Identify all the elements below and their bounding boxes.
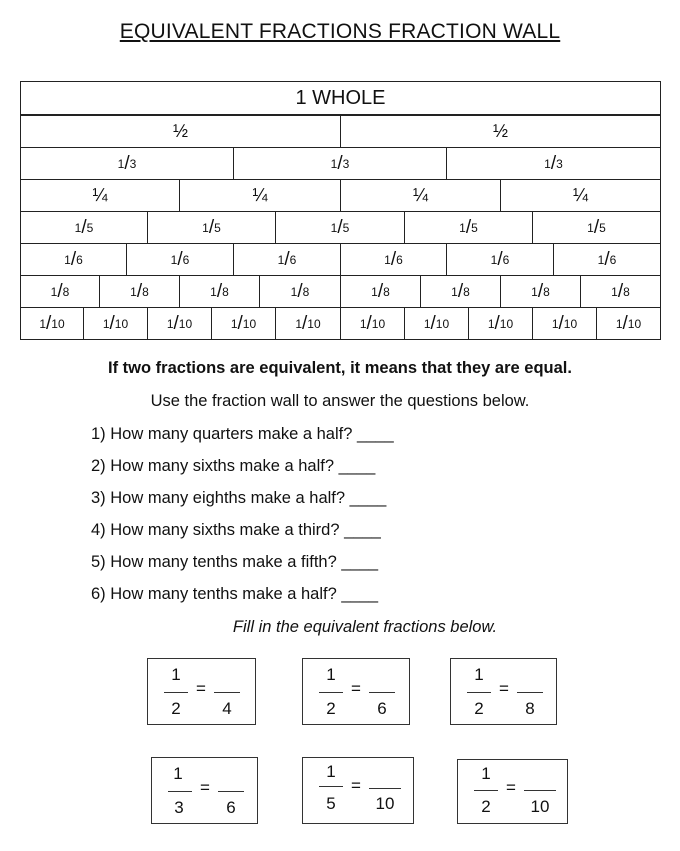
fraction-numerator: 1 xyxy=(615,316,623,331)
target-denominator: 4 xyxy=(222,699,232,718)
fraction-numerator: 1 xyxy=(490,252,498,267)
fraction-cell xyxy=(275,211,405,244)
fraction-numerator: 1 xyxy=(330,156,338,171)
fraction-slash: / xyxy=(177,248,183,270)
fraction-denominator: 5 xyxy=(599,220,606,235)
fraction-slash: / xyxy=(124,152,130,174)
fraction-cell xyxy=(147,307,212,340)
fraction-numerator: 1 xyxy=(451,284,458,299)
fraction-numerator: 1 xyxy=(170,252,178,267)
fraction-cell xyxy=(340,179,501,212)
fraction-slash: / xyxy=(216,280,223,302)
question-3: 3) How many eighths make a half? ____ xyxy=(91,489,387,507)
fraction-glyph: ¼ xyxy=(572,185,588,205)
fraction-cell xyxy=(20,243,127,276)
fraction-denominator: 8 xyxy=(623,284,630,299)
question-1: 1) How many quarters make a half? ____ xyxy=(91,425,394,443)
fraction-denominator: 8 xyxy=(543,284,550,299)
fraction-cell xyxy=(20,115,341,148)
numerator: 1 xyxy=(326,665,336,684)
fraction-slash: / xyxy=(237,312,243,334)
fraction-slash: / xyxy=(604,248,610,270)
fraction-numerator: 1 xyxy=(277,252,285,267)
target-denominator: 10 xyxy=(375,794,395,813)
fraction-denominator: 6 xyxy=(182,252,190,267)
answer-blank xyxy=(369,788,401,789)
fraction-slash: / xyxy=(558,312,564,334)
fraction-glyph: ¼ xyxy=(252,185,268,205)
fraction-cell xyxy=(20,307,84,340)
fraction-denominator: 3 xyxy=(556,156,563,171)
fraction-slash: / xyxy=(366,312,372,334)
fraction-slash: / xyxy=(622,312,628,334)
wall-row-3 xyxy=(20,148,661,181)
fraction-slash: / xyxy=(337,152,343,174)
fraction-denominator: 3 xyxy=(342,156,350,171)
numerator: 1 xyxy=(474,665,484,684)
fraction-numerator: 1 xyxy=(166,316,174,331)
equals-sign: = xyxy=(351,679,361,698)
answer-blank xyxy=(214,692,240,693)
numerator: 1 xyxy=(173,764,183,783)
fraction-denominator: 3 xyxy=(129,156,137,171)
fraction-bar xyxy=(168,791,192,792)
fraction-denominator: 10 xyxy=(435,316,450,331)
denominator: 3 xyxy=(174,798,184,817)
fraction-numerator: 1 xyxy=(330,220,338,235)
wall-row-10 xyxy=(20,308,661,341)
fraction-numerator: 1 xyxy=(487,316,495,331)
fraction-numerator: 1 xyxy=(202,220,209,235)
fraction-denominator: 6 xyxy=(609,252,617,267)
fraction-glyph: ¼ xyxy=(92,185,108,205)
equals-sign: = xyxy=(499,679,509,698)
fraction-cell xyxy=(340,243,447,276)
fraction-denominator: 8 xyxy=(142,284,149,299)
fraction-cell xyxy=(179,179,341,212)
answer-blank xyxy=(369,692,395,693)
fill-instruction: Fill in the equivalent fractions below. xyxy=(232,618,498,636)
fraction-numerator: 1 xyxy=(102,316,110,331)
question-4: 4) How many sixths make a third? ____ xyxy=(91,521,381,539)
fraction-cell xyxy=(340,275,421,308)
worksheet-title: EQUIVALENT FRACTIONS FRACTION WALL xyxy=(119,20,561,43)
fraction-denominator: 8 xyxy=(302,284,310,299)
question-2: 2) How many sixths make a half? ____ xyxy=(91,457,376,475)
fraction-numerator: 1 xyxy=(611,284,618,299)
equivalent-box-3 xyxy=(450,658,557,725)
fraction-denominator: 10 xyxy=(178,316,193,331)
denominator: 2 xyxy=(481,797,491,816)
fraction-slash: / xyxy=(537,280,544,302)
fraction-slash: / xyxy=(337,216,343,238)
fraction-denominator: 10 xyxy=(114,316,129,331)
fraction-bar xyxy=(319,692,343,693)
question-5: 5) How many tenths make a fifth? ____ xyxy=(91,553,379,571)
fraction-cell xyxy=(179,275,260,308)
fraction-cell xyxy=(404,211,533,244)
fraction-cell xyxy=(99,275,180,308)
equivalent-box-2 xyxy=(302,658,410,725)
fraction-glyph: ½ xyxy=(172,121,188,141)
answer-blank xyxy=(524,790,556,791)
question-6: 6) How many tenths make a half? ____ xyxy=(91,585,379,603)
fraction-numerator: 1 xyxy=(50,284,58,299)
fraction-glyph: ¼ xyxy=(412,185,428,205)
fraction-cell xyxy=(275,307,341,340)
fraction-slash: / xyxy=(494,312,500,334)
fraction-cell xyxy=(468,307,533,340)
fraction-slash: / xyxy=(457,280,464,302)
fraction-slash: / xyxy=(617,280,624,302)
denominator: 2 xyxy=(474,699,484,718)
fraction-slash: / xyxy=(430,312,436,334)
fraction-cell xyxy=(83,307,148,340)
fraction-cell xyxy=(233,147,447,180)
equals-sign: = xyxy=(196,679,206,698)
fraction-numerator: 1 xyxy=(230,316,238,331)
fraction-numerator: 1 xyxy=(551,316,559,331)
fraction-cell xyxy=(147,211,276,244)
fraction-cell xyxy=(553,243,661,276)
fraction-cell xyxy=(233,243,341,276)
fraction-cell xyxy=(500,275,581,308)
fraction-numerator: 1 xyxy=(39,316,47,331)
fraction-cell xyxy=(20,147,234,180)
target-denominator: 6 xyxy=(226,798,236,817)
fraction-slash: / xyxy=(593,216,600,238)
fraction-denominator: 10 xyxy=(307,316,321,331)
fraction-slash: / xyxy=(390,248,397,270)
fraction-denominator: 6 xyxy=(289,252,297,267)
fraction-cell xyxy=(20,179,180,212)
fraction-denominator: 6 xyxy=(396,252,403,267)
target-denominator: 10 xyxy=(530,797,550,816)
fraction-slash: / xyxy=(136,280,143,302)
fraction-numerator: 1 xyxy=(531,284,538,299)
fraction-slash: / xyxy=(81,216,87,238)
fraction-cell xyxy=(500,179,661,212)
equivalence-statement: If two fractions are equivalent, it means that they are equal. xyxy=(108,359,572,377)
fraction-bar xyxy=(474,790,498,791)
fraction-cell xyxy=(580,275,661,308)
fraction-cell xyxy=(126,243,234,276)
fraction-denominator: 10 xyxy=(499,316,514,331)
fraction-numerator: 1 xyxy=(544,156,551,171)
fraction-denominator: 5 xyxy=(86,220,94,235)
target-denominator: 8 xyxy=(525,699,535,718)
fraction-glyph: ½ xyxy=(492,121,508,141)
fraction-cell xyxy=(596,307,661,340)
fraction-slash: / xyxy=(550,152,557,174)
fraction-slash: / xyxy=(208,216,215,238)
numerator: 1 xyxy=(171,665,181,684)
fraction-numerator: 1 xyxy=(290,284,298,299)
fraction-cell xyxy=(211,307,276,340)
denominator: 5 xyxy=(326,794,336,813)
fraction-slash: / xyxy=(70,248,77,270)
fraction-denominator: 6 xyxy=(502,252,510,267)
wall-row-6 xyxy=(20,244,661,277)
fraction-slash: / xyxy=(297,280,303,302)
wall-row-8 xyxy=(20,276,661,309)
equivalent-box-6 xyxy=(457,759,568,824)
numerator: 1 xyxy=(481,764,491,783)
fraction-cell xyxy=(259,275,341,308)
wall-row-5 xyxy=(20,212,661,245)
fraction-numerator: 1 xyxy=(295,316,303,331)
fraction-slash: / xyxy=(109,312,115,334)
answer-blank xyxy=(517,692,543,693)
fraction-denominator: 6 xyxy=(76,252,83,267)
wall-row-whole xyxy=(20,82,661,116)
fraction-numerator: 1 xyxy=(210,284,217,299)
fraction-bar xyxy=(164,692,188,693)
wall-row-2 xyxy=(20,116,661,149)
fraction-denominator: 10 xyxy=(51,316,65,331)
fraction-cell xyxy=(340,307,405,340)
fraction-denominator: 8 xyxy=(222,284,229,299)
fraction-slash: / xyxy=(57,280,63,302)
equals-sign: = xyxy=(200,778,210,797)
fraction-cell xyxy=(20,275,100,308)
fraction-numerator: 1 xyxy=(597,252,605,267)
fraction-numerator: 1 xyxy=(74,220,82,235)
equivalent-box-1 xyxy=(147,658,256,725)
fraction-numerator: 1 xyxy=(117,156,125,171)
fraction-cell xyxy=(420,275,501,308)
fraction-numerator: 1 xyxy=(423,316,431,331)
equivalent-box-5 xyxy=(302,757,414,824)
fraction-slash: / xyxy=(173,312,179,334)
fraction-numerator: 1 xyxy=(130,284,137,299)
fraction-numerator: 1 xyxy=(359,316,367,331)
fraction-numerator: 1 xyxy=(371,284,378,299)
equals-sign: = xyxy=(351,776,361,795)
fraction-cell xyxy=(532,307,597,340)
equals-sign: = xyxy=(506,778,516,797)
answer-blank xyxy=(218,791,244,792)
fraction-slash: / xyxy=(465,216,472,238)
fraction-bar xyxy=(319,786,343,787)
fraction-cell xyxy=(532,211,661,244)
fraction-cell xyxy=(446,243,554,276)
wall-instruction: Use the fraction wall to answer the questions below. xyxy=(150,392,530,410)
fraction-slash: / xyxy=(284,248,290,270)
numerator: 1 xyxy=(326,762,336,781)
fraction-cell xyxy=(446,147,661,180)
fraction-slash: / xyxy=(377,280,384,302)
fraction-denominator: 10 xyxy=(563,316,578,331)
denominator: 2 xyxy=(326,699,336,718)
denominator: 2 xyxy=(171,699,181,718)
fraction-denominator: 8 xyxy=(383,284,390,299)
equivalent-box-4 xyxy=(151,757,258,824)
fraction-slash: / xyxy=(497,248,503,270)
fraction-bar xyxy=(467,692,491,693)
fraction-numerator: 1 xyxy=(384,252,391,267)
fraction-denominator: 10 xyxy=(627,316,642,331)
fraction-denominator: 8 xyxy=(463,284,470,299)
fraction-numerator: 1 xyxy=(459,220,466,235)
fraction-cell xyxy=(404,307,469,340)
fraction-slash: / xyxy=(302,312,308,334)
fraction-numerator: 1 xyxy=(64,252,71,267)
wall-row-4 xyxy=(20,180,661,213)
fraction-cell xyxy=(20,211,148,244)
whole-cell: 1 WHOLE xyxy=(20,81,661,115)
fraction-denominator: 8 xyxy=(62,284,70,299)
fraction-denominator: 5 xyxy=(214,220,221,235)
fraction-slash: / xyxy=(46,312,52,334)
fraction-cell xyxy=(340,115,661,148)
fraction-denominator: 10 xyxy=(371,316,386,331)
fraction-wall xyxy=(20,82,661,341)
fraction-denominator: 5 xyxy=(342,220,350,235)
target-denominator: 6 xyxy=(377,699,387,718)
fraction-numerator: 1 xyxy=(587,220,594,235)
fraction-denominator: 5 xyxy=(471,220,478,235)
fraction-denominator: 10 xyxy=(242,316,257,331)
